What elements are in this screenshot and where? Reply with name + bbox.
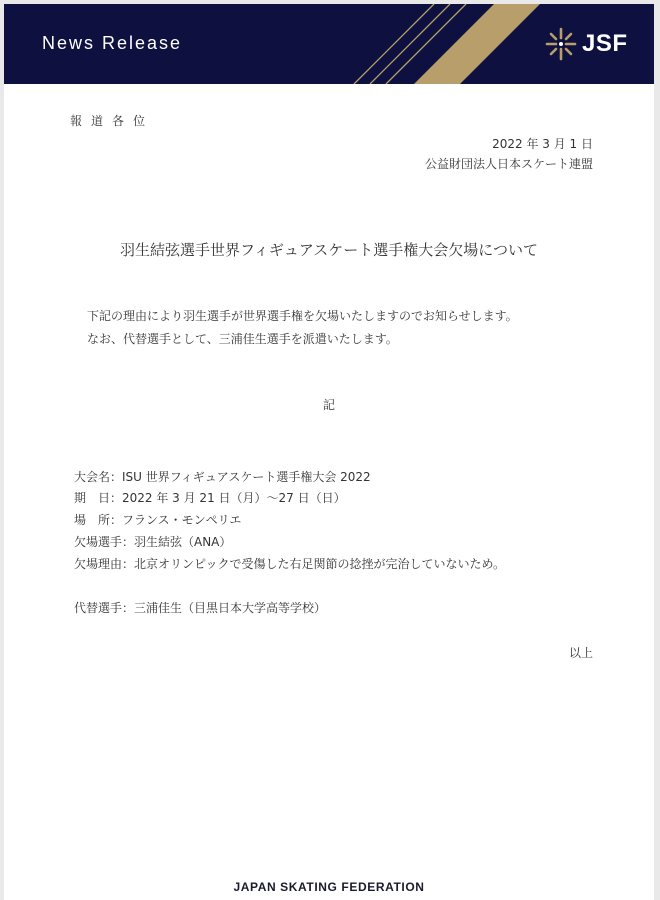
detail-item-reason: 欠場理由：北京オリンピックで受傷した右足関節の捻挫が完治していないため。 [74, 557, 506, 571]
header-title: News Release [42, 33, 183, 53]
news-release-page [4, 4, 654, 900]
jsf-star-logo-icon [544, 26, 578, 62]
header-banner [4, 4, 654, 84]
jsf-logo [544, 26, 644, 62]
detail-item-venue: 場 所：フランス・モンペリエ [74, 513, 242, 527]
ki-heading: 記 [322, 398, 335, 412]
footer-organization: JAPAN SKATING FEDERATION [233, 880, 425, 894]
logo-text: JSF [582, 30, 628, 57]
release-date: 2022 年 3 月 1 日 [492, 137, 593, 151]
detail-item-event: 大会名：ISU 世界フィギュアスケート選手権大会 2022 [74, 470, 371, 484]
issuer: 公益財団法人日本スケート連盟 [424, 157, 593, 171]
closing-mark: 以上 [568, 646, 593, 660]
detail-item-withdrawn-athlete: 欠場選手：羽生結弦（ANA） [74, 535, 232, 549]
body-paragraph: 下記の理由により羽生選手が世界選手権を欠場いたしますのでお知らせします。 [87, 309, 518, 323]
detail-item-dates: 期 日：2022 年 3 月 21 日（月）～27 日（日） [74, 491, 346, 505]
detail-item-replacement-athlete: 代替選手：三浦佳生（目黒日本大学高等学校） [74, 601, 327, 615]
addressee: 報道各位 [70, 114, 155, 128]
release-title: 羽生結弦選手世界フィギュアスケート選手権大会欠場について [120, 241, 538, 259]
body-paragraph: なお、代替選手として、三浦佳生選手を派遣いたします。 [87, 332, 398, 346]
